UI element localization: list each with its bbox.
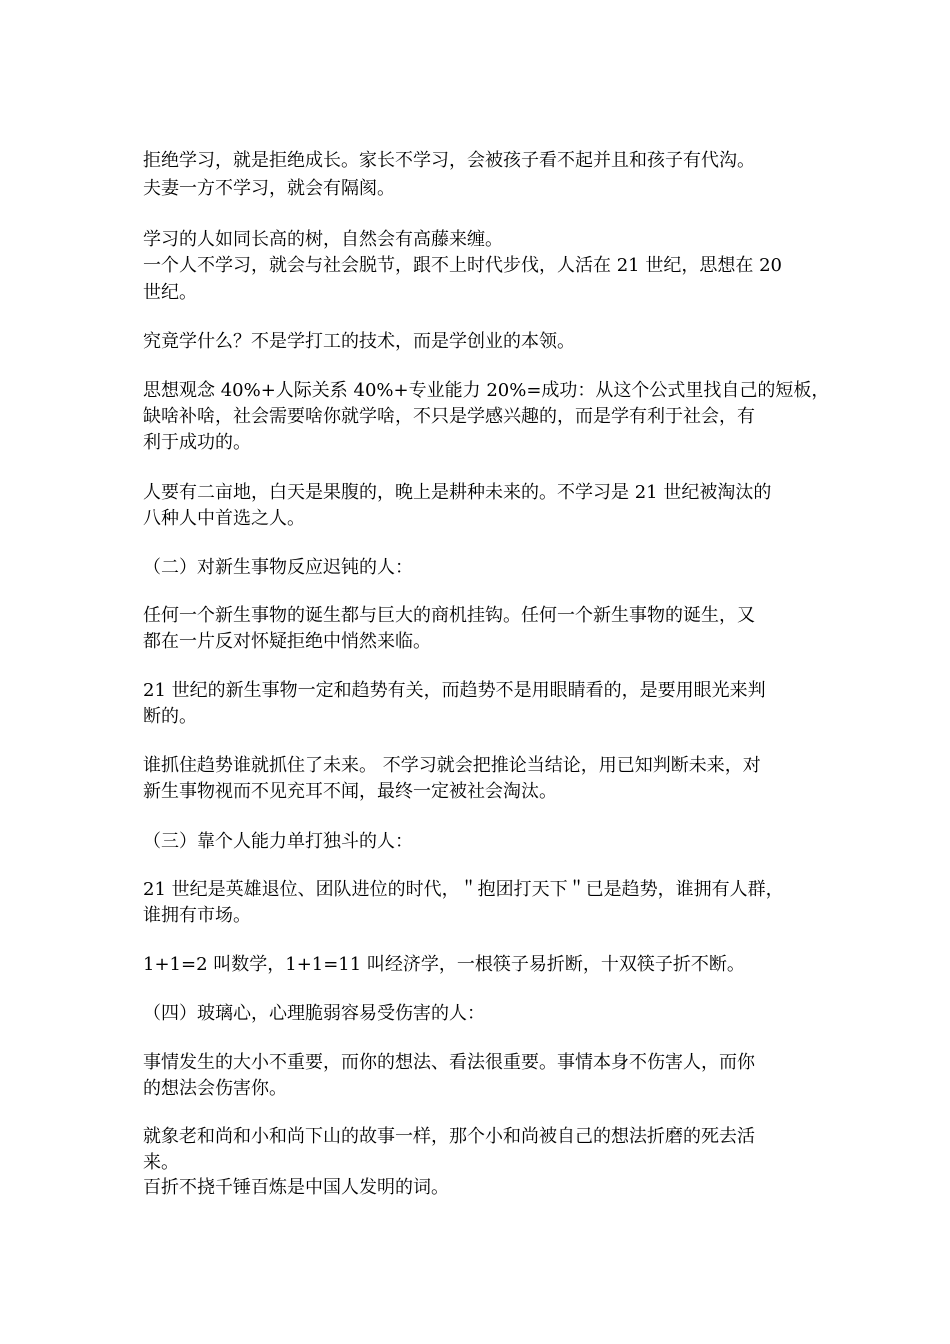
text-line: 百折不挠千锤百炼是中国人发明的词。 — [143, 1177, 449, 1198]
text-line: 人要有二亩地，白天是果腹的，晚上是耕种未来的。不学习是 21 世纪被淘汰的 — [143, 482, 772, 503]
text-line: 谁拥有市场。 — [143, 905, 251, 926]
text-line: 新生事物视而不见充耳不闻，最终一定被社会淘汰。 — [143, 781, 557, 802]
text-line: 八种人中首选之人。 — [143, 508, 305, 529]
text-line: 拒绝学习，就是拒绝成长。家长不学习，会被孩子看不起并且和孩子有代沟。 — [143, 150, 755, 171]
text-line: 学习的人如同长高的树，自然会有高藤来缠。 — [143, 229, 503, 250]
text-line: 夫妻一方不学习，就会有隔阂。 — [143, 178, 395, 199]
section-heading: （四）玻璃心，心理脆弱容易受伤害的人： — [143, 1003, 485, 1024]
text-line: 来。 — [143, 1152, 179, 1173]
text-line: 都在一片反对怀疑拒绝中悄然来临。 — [143, 631, 431, 652]
text-line: 21 世纪的新生事物一定和趋势有关，而趋势不是用眼睛看的，是要用眼光来判 — [143, 680, 766, 701]
text-line: 的想法会伤害你。 — [143, 1078, 287, 1099]
text-line: 一个人不学习，就会与社会脱节，跟不上时代步伐，人活在 21 世纪，思想在 20 — [143, 255, 782, 276]
text-line: 究竟学什么？不是学打工的技术，而是学创业的本领。 — [143, 331, 575, 352]
text-line: 任何一个新生事物的诞生都与巨大的商机挂钩。任何一个新生事物的诞生，又 — [143, 605, 755, 626]
text-line: 谁抓住趋势谁就抓住了未来。 不学习就会把推论当结论，用已知判断未来，对 — [143, 755, 761, 776]
text-line: 世纪。 — [143, 282, 197, 303]
section-heading: （二）对新生事物反应迟钝的人： — [143, 557, 413, 578]
text-line: 思想观念 40%+人际关系 40%+专业能力 20%=成功：从这个公式里找自己的短板， — [143, 380, 830, 401]
text-line: 1+1=2 叫数学，1+1=11 叫经济学，一根筷子易折断，十双筷子折不断。 — [143, 954, 745, 975]
text-line: 断的。 — [143, 706, 197, 727]
text-line: 缺啥补啥，社会需要啥你就学啥，不只是学感兴趣的，而是学有利于社会，有 — [143, 406, 755, 427]
text-line: 21 世纪是英雄退位、团队进位的时代，＂抱团打天下＂已是趋势，谁拥有人群， — [143, 879, 784, 900]
text-line: 就象老和尚和小和尚下山的故事一样，那个小和尚被自己的想法折磨的死去活 — [143, 1126, 755, 1147]
section-heading: （三）靠个人能力单打独斗的人： — [143, 831, 413, 852]
text-line: 事情发生的大小不重要，而你的想法、看法很重要。事情本身不伤害人，而你 — [143, 1052, 755, 1073]
text-line: 利于成功的。 — [143, 432, 251, 453]
